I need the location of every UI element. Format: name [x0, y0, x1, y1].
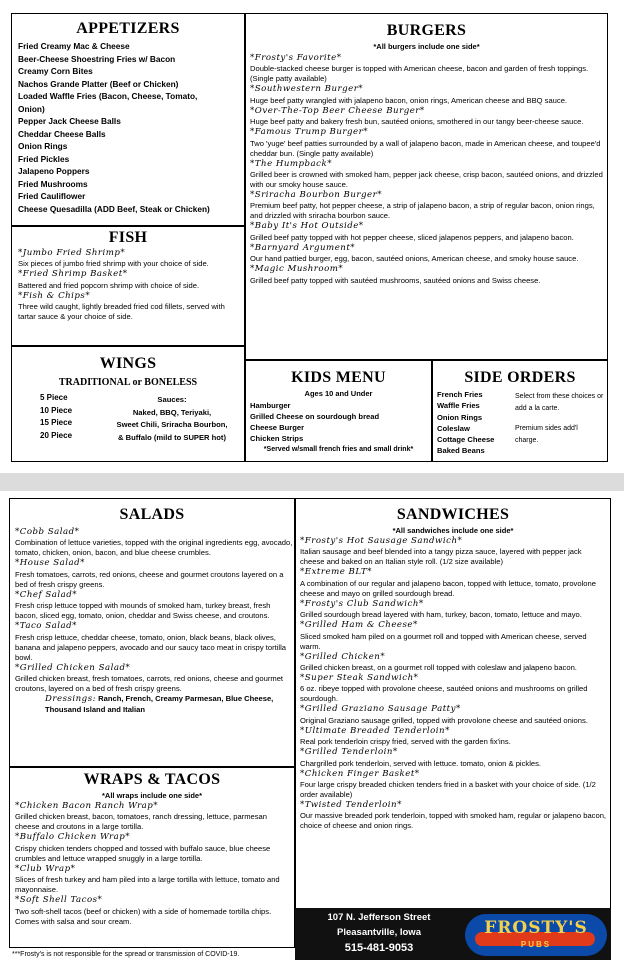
- item-name: *Frosty's Hot Sausage Sandwich*: [300, 536, 463, 546]
- wraps-box: [9, 767, 295, 948]
- sides-note-2: Premium sides add'l charge.: [515, 425, 578, 444]
- item-desc: A combination of our regular and jalapeno bacon, topped with lettuce, tomato, provolone cheese and mayo on grilled sourdough bread.: [300, 578, 596, 598]
- sauces-label: Sauces:: [157, 395, 187, 404]
- item-desc: Two soft-shell tacos (beef or chicken) with a side of homemade tortilla chips. Comes with salsa and sour cream.: [15, 906, 272, 926]
- item-name: *Baby It's Hot Outside*: [250, 221, 364, 232]
- wings-subtitle: TRADITIONAL or BONELESS: [58, 377, 198, 388]
- address-street: 107 N. Jefferson Street: [327, 912, 431, 923]
- item-desc: Our hand pattied burger, egg, bacon, sautéed onions, American cheese, and smoky house sauce.: [250, 254, 579, 264]
- kids-heading: KIDS MENU: [291, 369, 386, 386]
- item-desc: Slices of fresh turkey and ham piled into a large tortilla with lettuce, tomato and mayonnaise.: [15, 875, 280, 895]
- address-bar: [295, 908, 611, 960]
- list-item: Beer-Cheese Shoestring Fries w/ Bacon: [18, 53, 176, 64]
- item-name: *Taco Salad*: [15, 621, 77, 632]
- list-item: Coleslaw: [437, 423, 470, 433]
- address-city: Pleasantville, Iowa: [337, 927, 421, 938]
- item-desc: Grilled beef patty topped with hot pepper cheese, sliced jalapenos peppers, and jalapeno bacon.: [250, 232, 574, 242]
- item-name: *Grilled Graziano Sausage Patty*: [300, 704, 461, 715]
- item-desc: Fresh crisp lettuce topped with mounds of smoked ham, turkey breast, fresh bacon, sliced egg, tomato, onion, cheddar and Swiss cheese, and croutons.: [15, 601, 271, 621]
- item-name: *Chicken Bacon Ranch Wrap*: [15, 801, 159, 811]
- list-item: Fried Pickles: [18, 153, 70, 164]
- sandwiches-items: [300, 536, 608, 831]
- item-name: *Magic Mushroom*: [250, 264, 344, 275]
- wraps-note: *All wraps include one side*: [101, 791, 203, 800]
- appetizers-box: [11, 13, 245, 226]
- logo-sub: PUBS: [520, 940, 552, 949]
- appetizers-list: [18, 40, 210, 215]
- logo-text: FROSTY'S: [484, 918, 588, 938]
- item-desc: Crispy chicken tenders chopped and tossed with buffalo sauce, blue cheese crumbles and lettuce wrapped snuggly in a large tortilla.: [15, 843, 271, 863]
- dressings-list: Ranch, French, Creamy Parmesan, Blue Cheese, Thousand Island and Italian: [45, 694, 274, 715]
- fish-heading: FISH: [108, 229, 148, 246]
- kids-list: [250, 400, 379, 444]
- item-name: *Chef Salad*: [15, 589, 78, 600]
- list-item: Hamburger: [250, 401, 291, 410]
- item-desc: Grilled chicken breast, on a gourmet roll topped with coleslaw and jalapeno bacon.: [300, 663, 577, 673]
- list-item: Naked, BBQ, Teriyaki,: [132, 407, 212, 417]
- list-item: 20 Piece: [40, 430, 73, 440]
- item-name: *Cobb Salad*: [15, 527, 80, 537]
- item-name: *Fish & Chips*: [18, 290, 91, 301]
- item-desc: Huge beef patty and bakery fresh bun, sautéed onions, smothered in our tangy beer-cheese sauce.: [250, 117, 584, 127]
- list-item: 5 Piece: [40, 393, 68, 402]
- wings-heading: WINGS: [99, 355, 157, 372]
- sandwiches-note: *All sandwiches include one side*: [392, 526, 514, 535]
- salads-box: [9, 498, 295, 767]
- item-desc: Combination of lettuce varieties, topped with the original ingredients egg, avocado, tomato, chicken, onion, bacon, and blue cheese crumbles.: [15, 538, 293, 558]
- list-item: Sweet Chili, Sriracha Bourbon,: [116, 420, 228, 429]
- wings-counts: [40, 392, 72, 442]
- kids-box: [245, 360, 432, 462]
- wings-box: [11, 346, 245, 462]
- list-item: Cottage Cheese: [437, 435, 495, 445]
- appetizers-heading: APPETIZERS: [76, 20, 180, 37]
- sides-box: [432, 360, 608, 462]
- item-desc: Original Graziano sausage grilled, topped with provolone cheese and sautéed onions.: [300, 715, 588, 725]
- list-item: Fried Creamy Mac & Cheese: [18, 41, 130, 51]
- item-name: *Ultimate Breaded Tenderloin*: [300, 725, 450, 736]
- item-name: *Fried Shrimp Basket*: [18, 269, 128, 280]
- item-name: *Super Steak Sandwich*: [300, 673, 419, 684]
- wraps-items: [15, 801, 291, 927]
- item-name: *Club Wrap*: [15, 863, 76, 874]
- item-name: *Southwestern Burger*: [250, 84, 364, 95]
- item-name: *Twisted Tenderloin*: [300, 800, 402, 811]
- item-desc: Sliced smoked ham piled on a gourmet roll and topped with American cheese, served warm.: [300, 631, 587, 651]
- item-desc: Six pieces of jumbo fried shrimp with your choice of side.: [18, 259, 209, 269]
- logo: [465, 914, 607, 956]
- list-item: Grilled Cheese on sourdough bread: [250, 412, 380, 421]
- item-name: *Grilled Chicken Salad*: [15, 662, 131, 673]
- list-item: Creamy Corn Bites: [18, 66, 93, 76]
- list-item: Cheese Quesadilla (ADD Beef, Steak or Chicken): [18, 203, 210, 214]
- burgers-items: [250, 53, 605, 286]
- list-item: Fried Mushrooms: [18, 178, 88, 189]
- item-name: *Frosty's Favorite*: [250, 53, 342, 63]
- list-item: Onion): [18, 103, 45, 114]
- item-desc: Huge beef patty wrangled with jalapeno bacon, onion rings, American cheese and BBQ sauce.: [250, 95, 568, 105]
- wraps-heading: WRAPS & TACOS: [83, 771, 221, 788]
- list-item: Chicken Strips: [250, 434, 304, 443]
- salads-heading: SALADS: [119, 506, 185, 523]
- item-desc: Fresh crisp lettuce, cheddar cheese, tomato, onion, black beans, black olives, banana and jalapeno peppers, avocado and our saucy taco meat in crispy tortilla bowl.: [15, 632, 287, 662]
- list-item: Jalapeno Poppers: [18, 166, 90, 176]
- item-name: *Chicken Finger Basket*: [300, 768, 420, 779]
- fish-box: [11, 226, 245, 346]
- item-desc: 6 oz. ribeye topped with provolone cheese, sautéed onions and mushrooms on grilled sourdough.: [300, 684, 588, 704]
- fish-items: [18, 248, 242, 322]
- item-name: *Famous Trump Burger*: [250, 127, 369, 138]
- list-item: Cheese Burger: [250, 423, 305, 432]
- item-name: *House Salad*: [15, 558, 85, 569]
- list-item: & Buffalo (mild to SUPER hot): [118, 432, 226, 442]
- item-name: *Jumbo Fried Shrimp*: [18, 248, 126, 258]
- salad-dressings: [15, 694, 293, 715]
- item-desc: Real pork tenderloin crispy fried, served with the garden fix'ins.: [300, 737, 511, 747]
- list-item: Waffle Fries: [437, 401, 480, 411]
- item-desc: Two 'yuge' beef patties surrounded by a wall of jalapeno bacon, made in American cheese, and toupee'd cheddar bun. (Single patty available): [250, 138, 601, 158]
- item-desc: Chargrilled pork tenderloin, served with lettuce. tomato, onion & pickles.: [300, 758, 542, 768]
- list-item: 10 Piece: [40, 405, 73, 415]
- item-name: *Extreme BLT*: [300, 567, 372, 578]
- item-desc: Our massive breaded pork tenderloin, topped with smoked ham, regular or jalapeno bacon, choice of cheese and onion rings.: [300, 811, 607, 831]
- item-desc: Grilled beer is crowned with smoked ham, pepper jack cheese, crisp bacon, sautéed onions, and drizzled with our smoky house sauce.: [250, 170, 603, 190]
- item-desc: Grilled chicken breast, bacon, tomatoes, ranch dressing, lettuce, parmesan cheese and croutons in a large tortilla.: [15, 812, 267, 832]
- address-phone: 515-481-9053: [344, 942, 414, 954]
- item-desc: Four large crispy breaded chicken tenders fried in a basket with your choice of side. (1/2 order available): [300, 780, 596, 800]
- item-desc: Grilled beef patty topped with sautéed mushrooms, sautéed onions and Swiss cheese.: [250, 275, 541, 285]
- kids-note: Ages 10 and Under: [304, 389, 373, 398]
- item-name: *Barnyard Argument*: [250, 242, 356, 253]
- address-block: [295, 910, 463, 957]
- list-item: Fried Cauliflower: [18, 191, 86, 201]
- item-desc: Fresh tomatoes, carrots, red onions, cheese and gourmet croutons layered on a bed of fresh crispy greens.: [15, 569, 284, 589]
- item-name: *The Humpback*: [250, 158, 333, 169]
- item-name: *Soft Shell Tacos*: [15, 895, 103, 906]
- disclaimer: ***Frosty's is not responsible for the spread or transmission of COVID-19.: [12, 951, 240, 958]
- list-item: Nachos Grande Platter (Beef or Chicken): [18, 78, 179, 89]
- sides-heading: SIDE ORDERS: [464, 369, 576, 386]
- page-gap: [0, 473, 624, 491]
- item-desc: Double-stacked cheese burger is topped with American cheese, bacon and garden of fresh toppings. (Single patty available): [250, 64, 589, 84]
- item-desc: Grilled chicken breast, fresh tomatoes, carrots, red onions, cheese and gourmet croutons, layered on a bed of fresh crispy greens.: [15, 674, 284, 694]
- dressings-label: Dressings:: [45, 694, 96, 705]
- item-name: *Frosty's Club Sandwich*: [300, 598, 424, 609]
- list-item: Pepper Jack Cheese Balls: [18, 116, 121, 126]
- item-name: *Sriracha Bourbon Burger*: [250, 190, 382, 201]
- item-desc: Battered and fried popcorn shrimp with choice of side.: [18, 280, 200, 290]
- sandwiches-box: [295, 498, 611, 910]
- salads-items: [15, 527, 293, 715]
- kids-footer: *Served w/small french fries and small drink*: [263, 446, 414, 453]
- item-desc: Premium beef patty, hot pepper cheese, a strip of jalapeno bacon, a strip of regular bacon, onion rings, and drizzled with sriracha bourbon sauce.: [250, 201, 595, 221]
- item-name: *Grilled Chicken*: [300, 651, 386, 662]
- burgers-box: [245, 13, 608, 360]
- sandwiches-heading: SANDWICHES: [396, 506, 510, 523]
- list-item: 15 Piece: [40, 418, 73, 427]
- burgers-heading: BURGERS: [386, 22, 467, 39]
- item-desc: Three wild caught, lightly breaded fried cod fillets, served with tartar sauce & your choice of side.: [18, 302, 225, 322]
- list-item: French Fries: [437, 390, 483, 399]
- item-name: *Over-The-Top Beer Cheese Burger*: [250, 105, 425, 116]
- wings-sauces: [107, 394, 237, 444]
- list-item: Onion Rings: [18, 141, 68, 151]
- sides-note-1: Select from these choices or add a la carte.: [515, 393, 604, 412]
- item-name: *Grilled Ham & Cheese*: [300, 620, 418, 631]
- list-item: Loaded Waffle Fries (Bacon, Cheese, Tomato,: [18, 91, 198, 101]
- sides-list: [437, 389, 494, 457]
- item-name: *Buffalo Chicken Wrap*: [15, 832, 130, 843]
- list-item: Cheddar Cheese Balls: [18, 128, 106, 139]
- burgers-note: *All burgers include one side*: [373, 42, 480, 51]
- list-item: Baked Beans: [437, 446, 485, 456]
- item-desc: Italian sausage and beef blended into a tangy pizza sauce, layered with pepper jack cheese and baked on an Italian style roll. (1/2 size available): [300, 547, 582, 567]
- list-item: Onion Rings: [437, 412, 483, 422]
- item-name: *Grilled Tenderloin*: [300, 747, 398, 758]
- item-desc: Grilled sourdough bread layered with ham, turkey, bacon, tomato, lettuce and mayo.: [300, 610, 582, 620]
